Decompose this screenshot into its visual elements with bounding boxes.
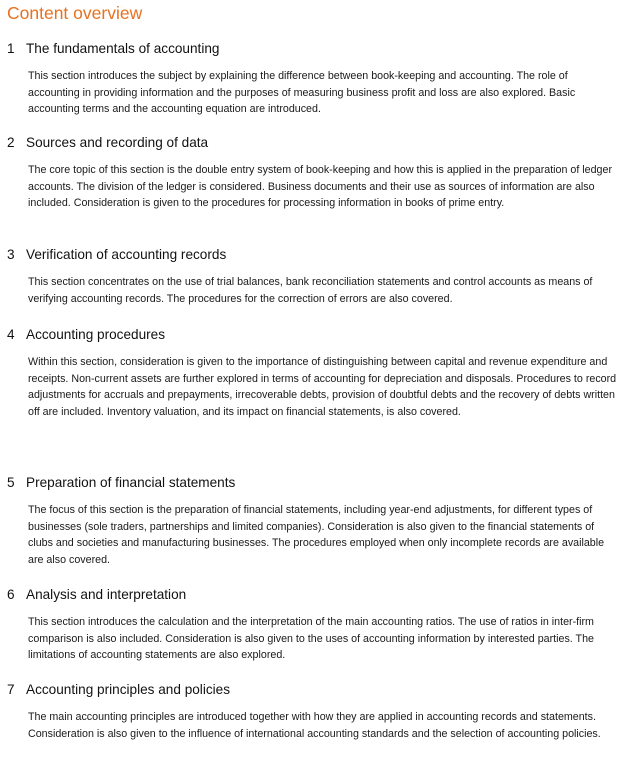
- section-description: Within this section, consideration is given to the importance of distinguishing between capital and revenue expenditure and receipts. Non-current assets are further explored in terms of accounting for depreciation and disposals. Procedures to record adjustments for accruals and prepayments, irrecoverable debts, provision of doubtful debts and the recovery of debts written off are included. Inventory valuation, and its impact on financial statements, is also covered.: [28, 356, 617, 419]
- page-title: Content overview: [7, 3, 143, 23]
- section-title: Verification of accounting records: [26, 247, 227, 262]
- section-heading: [7, 475, 235, 490]
- section-number: 1: [7, 41, 15, 56]
- section-title: Preparation of financial statements: [26, 475, 236, 490]
- section-description: This section concentrates on the use of trial balances, bank reconciliation statements and control accounts as means of verifying accounting records. The procedures for the correction of errors are also covered.: [28, 276, 593, 305]
- section-number: 4: [7, 327, 15, 342]
- section-title: Accounting procedures: [26, 327, 166, 342]
- section-number: 3: [7, 247, 15, 262]
- section-number: 7: [7, 682, 15, 697]
- section-heading: [7, 135, 208, 150]
- section-description: The main accounting principles are introduced together with how they are applied in accounting records and statements. Consideration is also given to the influence of international accounting standards and the selection of accounting policies.: [28, 711, 601, 740]
- section-description: The core topic of this section is the double entry system of book-keeping and how this is applied in the preparation of ledger accounts. The division of the ledger is considered. Business documents and their use as sources of information are also included. Consideration is given to the procedures for processing information in books of prime entry.: [28, 164, 612, 210]
- section-heading: [7, 41, 219, 56]
- section-number: 2: [7, 135, 15, 150]
- section-title: Analysis and interpretation: [26, 587, 187, 602]
- section-heading: [7, 247, 226, 262]
- section-heading: [7, 682, 230, 697]
- section-description: The focus of this section is the preparation of financial statements, including year-end adjustments, for different types of businesses (sole traders, partnerships and limited companies). Consideration is also given to the financial statements of clubs and societies and manufacturing businesses. The procedures employed when only incomplete records are available are also covered.: [28, 504, 605, 567]
- section-title: Accounting principles and policies: [26, 682, 231, 697]
- section-number: 6: [7, 587, 15, 602]
- section-title: The fundamentals of accounting: [26, 41, 220, 56]
- section-number: 5: [7, 475, 15, 490]
- section-title: Sources and recording of data: [26, 135, 209, 150]
- section-heading: [7, 327, 165, 342]
- section-description: This section introduces the calculation and the interpretation of the main accounting ratios. The use of ratios in inter-firm comparison is also included. Consideration is also given to the uses of accounting information by interested parties. The limitations of accounting statements are also explored.: [28, 616, 594, 662]
- section-description: This section introduces the subject by explaining the difference between book-keeping and accounting. The role of accounting in providing information and the purposes of measuring business profit and loss are also explored. Basic accounting terms and the accounting equation are introduced.: [28, 70, 576, 116]
- section-heading: [7, 587, 186, 602]
